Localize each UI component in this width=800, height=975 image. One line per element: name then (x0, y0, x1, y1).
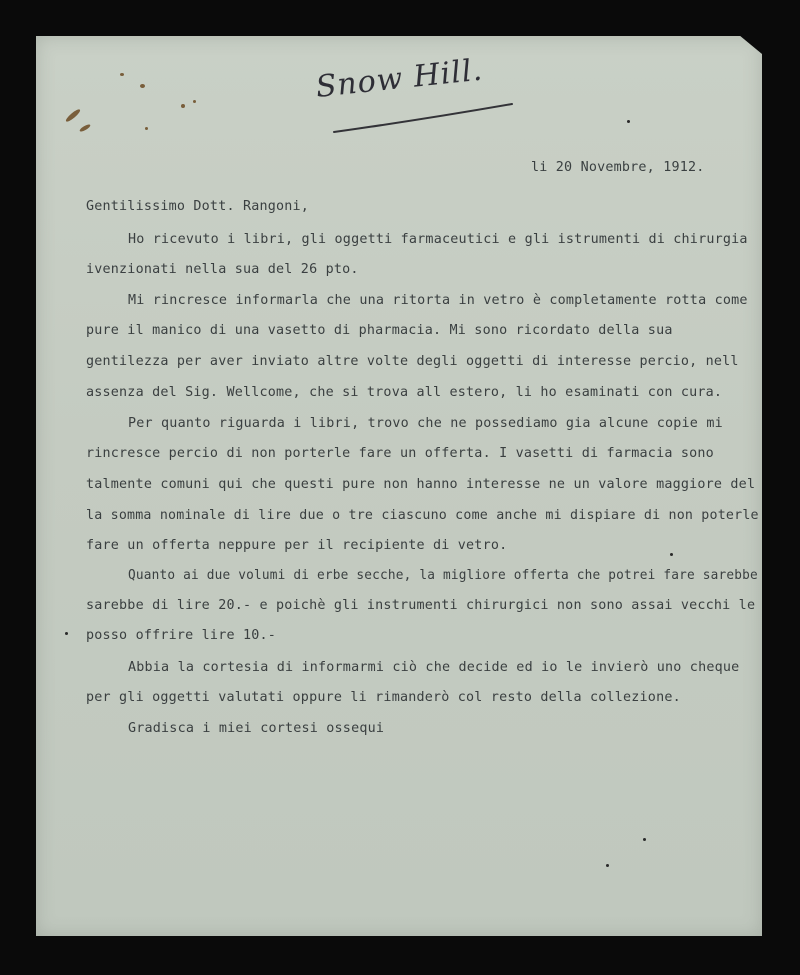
letter-line: gentilezza per aver inviato altre volte degli oggetti di interesse percio, nell (86, 354, 739, 369)
letter-line: posso offrire lire 10.- (86, 628, 277, 643)
paper-speck (65, 632, 68, 635)
paper-speck (606, 864, 609, 867)
paper-speck (643, 838, 646, 841)
letter-line: pure il manico di una vasetto di pharmacia. Mi sono ricordato della sua (86, 323, 673, 338)
letter-line: la somma nominale di lire due o tre ciascuno come anche mi dispiare di non poterle (86, 508, 759, 523)
letter-line: fare un offerta neppure per il recipiente di vetro. (86, 538, 508, 553)
letter-salutation: Gentilissimo Dott. Rangoni, (86, 199, 310, 214)
stain-mark (181, 104, 185, 108)
letter-line: assenza del Sig. Wellcome, che si trova all estero, li ho esaminati con cura. (86, 385, 723, 400)
letter-line: Mi rincresce informarla che una ritorta in vetro è completamente rotta come (128, 293, 748, 308)
letter-line: rincresce percio di non porterle fare un offerta. I vasetti di farmacia sono (86, 446, 714, 461)
stain-mark (145, 127, 148, 130)
letter-line: ivenzionati nella sua del 26 pto. (86, 262, 359, 277)
paper-speck (670, 553, 673, 556)
letter-line: Ho ricevuto i libri, gli oggetti farmaceutici e gli istrumenti di chirurgia (128, 232, 748, 247)
letter-line: sarebbe di lire 20.- e poichè gli instrumenti chirurgici non sono assai vecchi le (86, 598, 756, 613)
letter-line: Abbia la cortesia di informarmi ciò che decide ed io le invierò uno cheque (128, 660, 740, 675)
letter-line: talmente comuni qui che questi pure non hanno interesse ne un valore maggiore del (86, 477, 756, 492)
letter-line: Quanto ai due volumi di erbe secche, la migliore offerta che potrei fare sarebbe (128, 568, 758, 583)
letter-closing: Gradisca i miei cortesi ossequi (128, 721, 385, 736)
paper-speck (627, 120, 630, 123)
stain-mark (120, 73, 124, 76)
stain-mark (193, 100, 196, 103)
letter-line: Per quanto riguarda i libri, trovo che ne possediamo gia alcune copie mi (128, 416, 723, 431)
stain-mark (140, 84, 145, 88)
letter-date: li 20 Novembre, 1912. (531, 160, 705, 175)
handwritten-header: Snow Hill. (314, 52, 485, 105)
handwritten-underline (330, 98, 520, 138)
letter-line: per gli oggetti valutati oppure li rimanderò col resto della collezione. (86, 690, 681, 705)
